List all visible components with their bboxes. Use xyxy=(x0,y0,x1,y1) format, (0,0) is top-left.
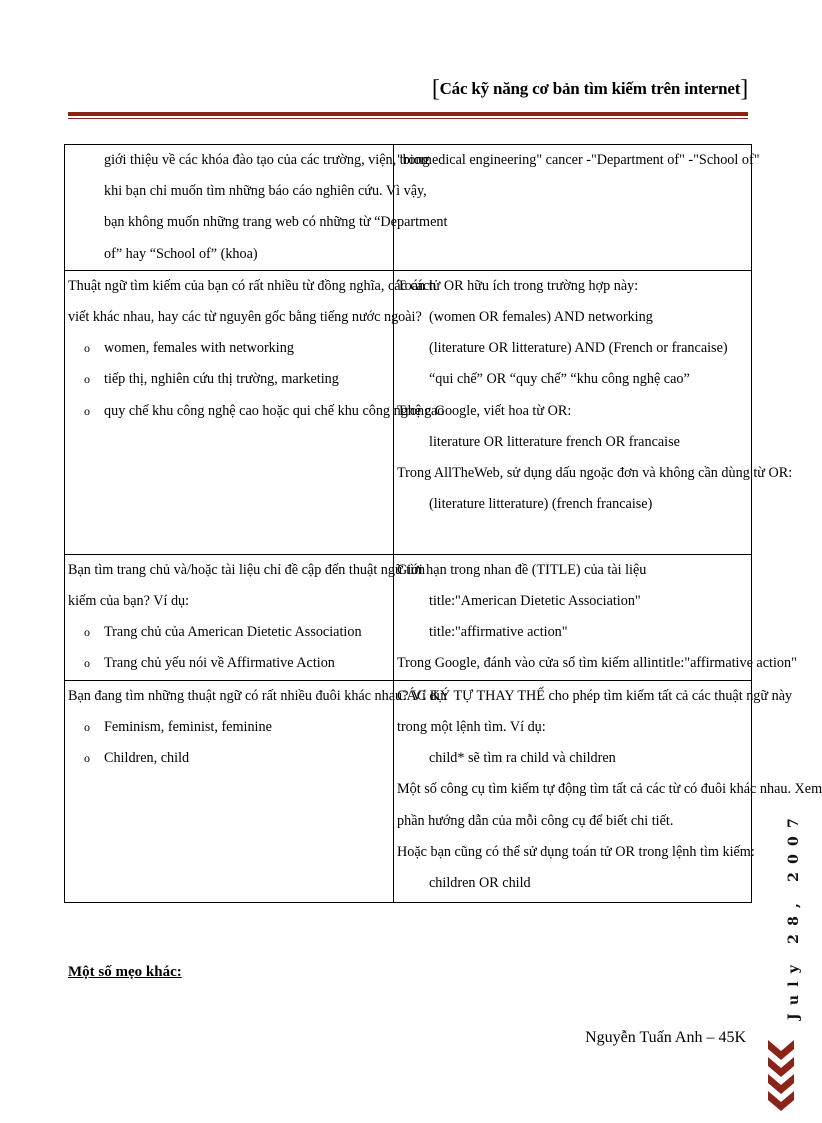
cell-line: title:"affirmative action" xyxy=(429,624,568,641)
chevron-decoration-icon xyxy=(766,1038,796,1112)
cell-line: Trong AllTheWeb, sử dụng dấu ngoặc đơn và không cần dùng từ OR: xyxy=(397,464,793,481)
cell-line: (literature OR litterature) AND (French or francaise) xyxy=(429,340,728,357)
cell-line: viết khác nhau, hay các từ nguyên gốc bằng tiếng nước ngoài? xyxy=(68,308,422,325)
table-cell-left xyxy=(65,680,448,902)
cell-line: Trong Google, viết hoa từ OR: xyxy=(397,402,572,419)
tips-heading: Một số mẹo khác: xyxy=(68,964,182,980)
bullet-item: o Feminism, feminist, feminine xyxy=(68,712,390,743)
header-rule-thick xyxy=(68,112,748,116)
cell-line: bạn không muốn những trang web có những từ “Department xyxy=(104,214,448,231)
cell-line: Hoặc bạn cũng có thể sử dụng toán tử OR trong lệnh tìm kiếm: xyxy=(397,843,755,860)
table-row xyxy=(65,145,752,271)
cell-line: literature OR litterature french OR francaise xyxy=(429,433,680,450)
side-date: July 28, 2007 xyxy=(786,810,802,1020)
bullet-item: o quy chế khu công nghệ cao hoặc qui chế khu công nghệ cao xyxy=(68,396,390,427)
cell-line: Bạn đang tìm những thuật ngữ có rất nhiều đuôi khác nhau? Ví dụ: xyxy=(68,687,448,704)
cell-line: Trong Google, đánh vào cửa sổ tìm kiếm allintitle:"affirmative action" xyxy=(397,655,797,672)
cell-line: kiếm của bạn? Ví dụ: xyxy=(68,592,190,609)
table-cell-left xyxy=(65,270,445,554)
table-cell-left xyxy=(65,554,426,680)
cell-line: giới thiệu về các khóa đào tạo của các trường, viện, trong xyxy=(104,152,430,168)
cell-line: (literature litterature) (french francaise) xyxy=(429,496,653,513)
bullet-item: o women, females with networking xyxy=(68,333,390,364)
cell-line: Bạn tìm trang chủ và/hoặc tài liệu chỉ đề cập đến thuật ngữ tìm xyxy=(68,561,426,578)
cell-line: “qui chế” OR “quy chế” “khu công nghệ cao” xyxy=(429,371,690,388)
document-header: [Các kỹ năng cơ bản tìm kiếm trên internet] xyxy=(431,76,748,102)
bullet-item: o tiếp thị, nghiên cứu thị trường, marketing xyxy=(68,364,390,395)
cell-line: child* sẽ tìm ra child và children xyxy=(429,750,616,767)
bullet-item: o Trang chủ yếu nói về Affirmative Action xyxy=(68,648,390,679)
author-name: Nguyễn Tuấn Anh – 45K xyxy=(585,1029,746,1046)
cell-line: Thuật ngữ tìm kiếm của bạn có rất nhiều từ đồng nghĩa, các cách xyxy=(68,277,437,294)
bullet-item: o Trang chủ của American Dietetic Association xyxy=(68,617,390,648)
cell-line: (women OR females) AND networking xyxy=(429,308,653,325)
cell-line: CÁC KÝ TỰ THAY THẾ cho phép tìm kiếm tất cả các thuật ngữ này xyxy=(397,687,793,704)
table-cell-right xyxy=(394,270,793,554)
cell-line: Toán tử OR hữu ích trong trường hợp này: xyxy=(397,277,639,294)
table-cell-right xyxy=(394,145,760,271)
cell-line: of” hay “School of” (khoa) xyxy=(104,245,258,262)
header-title: Các kỹ năng cơ bản tìm kiếm trên internet xyxy=(439,79,741,98)
table-row xyxy=(65,554,752,680)
bullet-item: o Children, child xyxy=(68,743,390,774)
cell-line: Giới hạn trong nhan đề (TITLE) của tài liệu xyxy=(397,561,647,578)
table-row xyxy=(65,270,752,554)
cell-line: Một số công cụ tìm kiếm tự động tìm tất cả các từ có đuôi khác nhau. Xem xyxy=(397,781,822,798)
search-tips-table xyxy=(64,144,822,903)
cell-line: phần hướng dẫn của mỗi công cụ để biết chi tiết. xyxy=(397,812,674,829)
cell-line: title:"American Dietetic Association" xyxy=(429,592,641,609)
table-cell-left xyxy=(65,145,448,271)
cell-line: "biomedical engineering" cancer -"Department of" -"School of" xyxy=(397,152,760,168)
header-rule-thin xyxy=(68,118,748,119)
table-cell-right xyxy=(394,554,797,680)
cell-line: children OR child xyxy=(429,874,531,891)
table-row xyxy=(65,680,752,902)
table-cell-right xyxy=(394,680,822,902)
cell-line: khi bạn chỉ muốn tìm những báo cáo nghiên cứu. Vì vậy, xyxy=(104,183,427,200)
cell-line: trong một lệnh tìm. Ví dụ: xyxy=(397,718,546,735)
